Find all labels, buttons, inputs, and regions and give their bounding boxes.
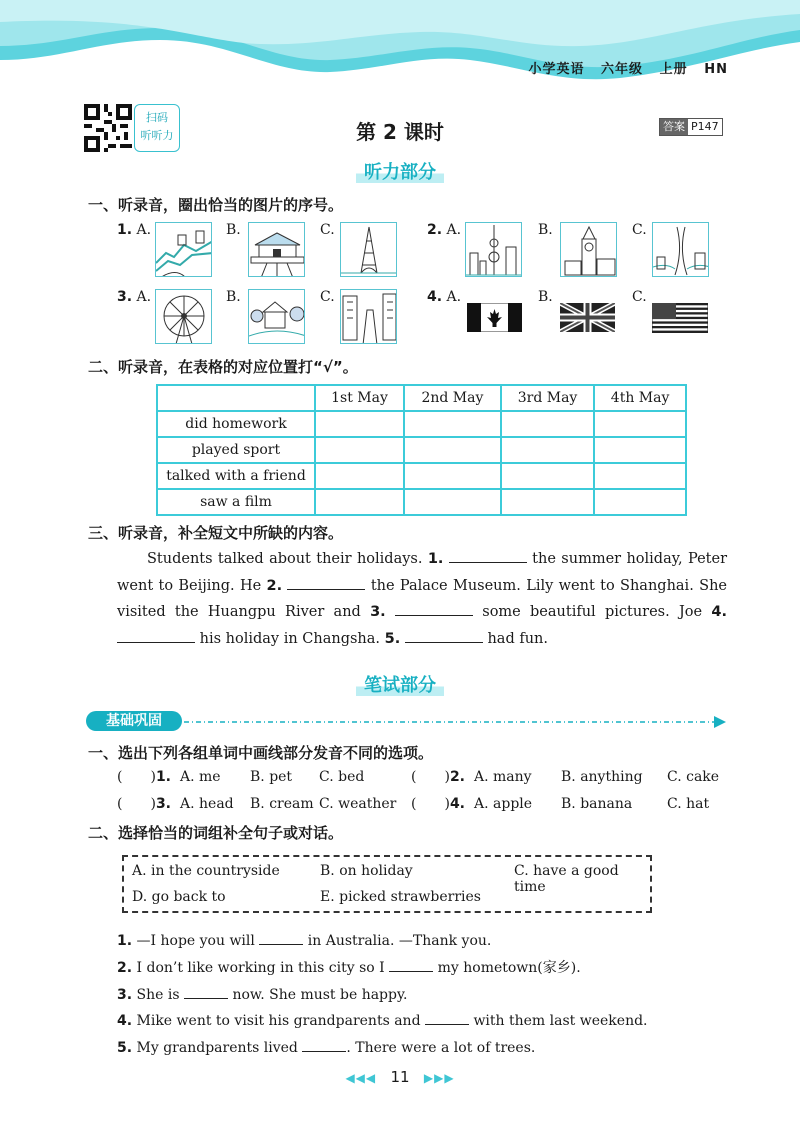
phrase-option: B. on holiday [320, 863, 413, 879]
scan-label-line2: 听听力 [140, 129, 174, 142]
blank-number: 4. [711, 604, 727, 620]
table-row [157, 411, 686, 437]
option-label[interactable]: C. [632, 222, 647, 238]
passage-text: Students talked about their holidays. [147, 551, 428, 567]
option-label[interactable]: C. [632, 289, 647, 305]
check-cell[interactable] [315, 489, 404, 515]
town-scene-picture[interactable] [248, 289, 305, 344]
check-cell[interactable] [501, 411, 594, 437]
check-cell[interactable] [594, 411, 686, 437]
w1-item-2 [411, 769, 465, 785]
ferris-wheel-picture[interactable] [155, 289, 212, 344]
w1-item-1 [117, 769, 171, 785]
w2-sentence-2 [117, 957, 581, 977]
q2-heading: 二、听录音，在表格的对应位置打“√”。 [88, 358, 358, 376]
sentence-text: She is [136, 987, 180, 1003]
answer-blank[interactable] [405, 628, 483, 643]
item-number: 3. [117, 987, 133, 1003]
book-header [528, 58, 728, 77]
word-option: B. banana [561, 796, 633, 812]
oriental-pearl-tower-picture[interactable] [465, 222, 522, 277]
paren-open: ( [411, 796, 417, 812]
header-subject: 小学英语 [528, 62, 585, 77]
item-number: 1. [117, 933, 133, 949]
answer-blank[interactable] [259, 930, 303, 945]
w2-sentence-1 [117, 930, 491, 949]
table-corner-cell [157, 385, 315, 411]
sentence-text: —I hope you will [136, 933, 255, 949]
writing-section-title [0, 671, 800, 697]
q1-group-1 [117, 222, 151, 238]
word-option: A. me [180, 769, 221, 785]
eiffel-tower-picture[interactable] [340, 222, 397, 277]
basics-label: 基础巩固 [86, 711, 182, 731]
blank-number: 5. [384, 630, 401, 647]
word-option: A. apple [474, 796, 533, 812]
check-cell[interactable] [594, 437, 686, 463]
big-ben-picture[interactable] [560, 222, 617, 277]
listening-title-text: 听力部分 [356, 162, 444, 183]
blank-number: 1. [427, 551, 444, 567]
usa-flag[interactable] [652, 303, 708, 333]
paren-open: ( [411, 769, 417, 785]
palace-museum-picture[interactable] [248, 222, 305, 277]
check-cell[interactable] [594, 463, 686, 489]
item-number: 4. [117, 1013, 133, 1029]
phrase-option: D. go back to [132, 889, 226, 905]
uk-flag[interactable] [560, 303, 615, 332]
answer-blank[interactable] [117, 628, 195, 643]
check-cell[interactable] [404, 489, 501, 515]
q1-heading: 一、听录音，圈出恰当的图片的序号。 [88, 196, 344, 214]
check-cell[interactable] [315, 463, 404, 489]
passage-text: some beautiful pictures. Joe [472, 604, 712, 620]
q3-passage [117, 546, 727, 652]
word-option: A. many [474, 769, 532, 785]
option-label[interactable]: C. [320, 289, 335, 305]
paren-open: ( [117, 796, 123, 812]
lesson-title: 第 2 课时 [356, 120, 444, 144]
option-label[interactable]: B. [226, 289, 241, 305]
check-cell[interactable] [501, 489, 594, 515]
option-label[interactable]: A. [136, 289, 152, 305]
check-cell[interactable] [404, 463, 501, 489]
sentence-text: with them last weekend. [473, 1013, 648, 1029]
canton-tower-picture[interactable] [652, 222, 709, 277]
w1-heading: 一、选出下列各组单词中画线部分发音不同的选项。 [88, 744, 434, 762]
writing-title-text: 笔试部分 [356, 675, 444, 696]
row-label: talked with a friend [157, 463, 315, 489]
word-option: C. hat [667, 796, 710, 812]
w2-heading: 二、选择恰当的词组补全句子或对话。 [88, 824, 344, 842]
item-number: 2. [449, 769, 465, 785]
column-header: 1st May [315, 385, 404, 411]
paren-close: ) [150, 796, 156, 812]
check-cell[interactable] [315, 437, 404, 463]
city-street-picture[interactable] [340, 289, 397, 344]
word-option: C. weather [319, 796, 397, 812]
word-option: A. head [180, 796, 234, 812]
option-label[interactable]: A. [136, 222, 152, 238]
listening-section-title [0, 158, 800, 184]
check-cell[interactable] [501, 463, 594, 489]
table-row [157, 463, 686, 489]
option-label[interactable]: B. [226, 222, 241, 238]
paren-close: ) [444, 769, 450, 785]
answer-blank[interactable] [184, 984, 228, 999]
item-number: 2. [117, 960, 133, 976]
check-cell[interactable] [404, 437, 501, 463]
great-wall-picture[interactable] [155, 222, 212, 277]
w1-item-3 [117, 796, 171, 812]
word-option: C. bed [319, 769, 365, 785]
check-cell[interactable] [315, 411, 404, 437]
header-wave [0, 0, 800, 100]
w2-sentence-3 [117, 984, 408, 1003]
answer-blank[interactable] [389, 957, 433, 972]
row-label: saw a film [157, 489, 315, 515]
check-cell[interactable] [501, 437, 594, 463]
answer-blank[interactable] [449, 548, 527, 563]
word-option: B. cream [250, 796, 314, 812]
header-edition: HN [704, 62, 728, 77]
passage-text: his holiday in Changsha. [195, 630, 385, 647]
sentence-text: in Australia. —Thank you. [307, 933, 492, 949]
check-cell[interactable] [594, 489, 686, 515]
q1-num-4: 4. [427, 289, 443, 305]
paren-close: ) [444, 796, 450, 812]
page-number: 11 [390, 1068, 410, 1086]
w2-sentence-4 [117, 1010, 648, 1029]
blank-number: 3. [370, 604, 386, 620]
option-label[interactable]: A. [446, 289, 462, 305]
answer-page: P147 [691, 120, 719, 133]
column-header: 3rd May [501, 385, 594, 411]
answer-blank[interactable] [425, 1010, 469, 1025]
word-option: B. anything [561, 769, 643, 785]
table-row [157, 437, 686, 463]
sentence-text: Mike went to visit his grandparents and [136, 1013, 421, 1029]
option-label[interactable]: C. [320, 222, 335, 238]
column-header: 4th May [594, 385, 686, 411]
item-number: 3. [155, 796, 171, 812]
paren-close: ) [150, 769, 156, 785]
item-number: 4. [449, 796, 465, 812]
passage-text: had fun. [482, 630, 548, 647]
sentence-text: . There were a lot of trees. [346, 1040, 536, 1056]
w2-sentence-5 [117, 1037, 535, 1056]
item-number: 5. [117, 1040, 133, 1056]
w1-item-4 [411, 796, 465, 812]
passage-text: the Palace Museum. Lily went to Shanghai. She visited the Huangpu River and [117, 577, 727, 620]
row-label: did homework [157, 411, 315, 437]
check-cell[interactable] [404, 411, 501, 437]
sentence-text: now. She must be happy. [232, 987, 408, 1003]
answer-blank[interactable] [395, 601, 473, 616]
sentence-text: I don’t like working in this city so I [136, 960, 385, 976]
prev-arrows-icon: ◀◀◀ [345, 1071, 377, 1085]
table-row [157, 489, 686, 515]
next-arrows-icon: ▶▶▶ [423, 1071, 455, 1085]
option-label[interactable]: B. [538, 289, 553, 305]
sentence-text: My grandparents lived [136, 1040, 298, 1056]
answer-blank[interactable] [302, 1037, 346, 1052]
scan-label-line1: 扫码 [146, 111, 168, 124]
column-header: 2nd May [404, 385, 501, 411]
passage-text: the summer holiday, Peter went to Beijing. He [117, 551, 727, 594]
q1-num-3: 3. [117, 289, 133, 305]
canada-flag[interactable] [467, 303, 522, 332]
row-label: played sport [157, 437, 315, 463]
header-volume: 上册 [659, 62, 688, 77]
paren-open: ( [117, 769, 123, 785]
q1-num-2: 2. [427, 222, 443, 238]
answer-label: 答案 [660, 119, 688, 135]
phrase-option: A. in the countryside [132, 863, 280, 879]
dashed-arrow-line [184, 715, 729, 729]
option-label[interactable]: B. [538, 222, 553, 238]
word-option: B. pet [250, 769, 293, 785]
word-option: C. cake [667, 769, 720, 785]
option-label[interactable]: A. [446, 222, 462, 238]
listening-grid-table [156, 384, 687, 516]
phrase-options-box [122, 855, 652, 913]
item-number: 1. [155, 769, 171, 785]
answer-reference [659, 118, 723, 136]
header-grade: 六年级 [601, 62, 644, 77]
phrase-option: E. picked strawberries [320, 889, 481, 905]
blank-number: 2. [266, 577, 283, 594]
phrase-option: C. have a good time [514, 863, 619, 895]
sentence-text: my hometown(家乡). [437, 960, 581, 976]
page-footer [0, 1068, 800, 1086]
q3-heading: 三、听录音，补全短文中所缺的内容。 [88, 524, 344, 542]
answer-blank[interactable] [287, 575, 365, 590]
q1-num-1: 1. [117, 222, 133, 238]
